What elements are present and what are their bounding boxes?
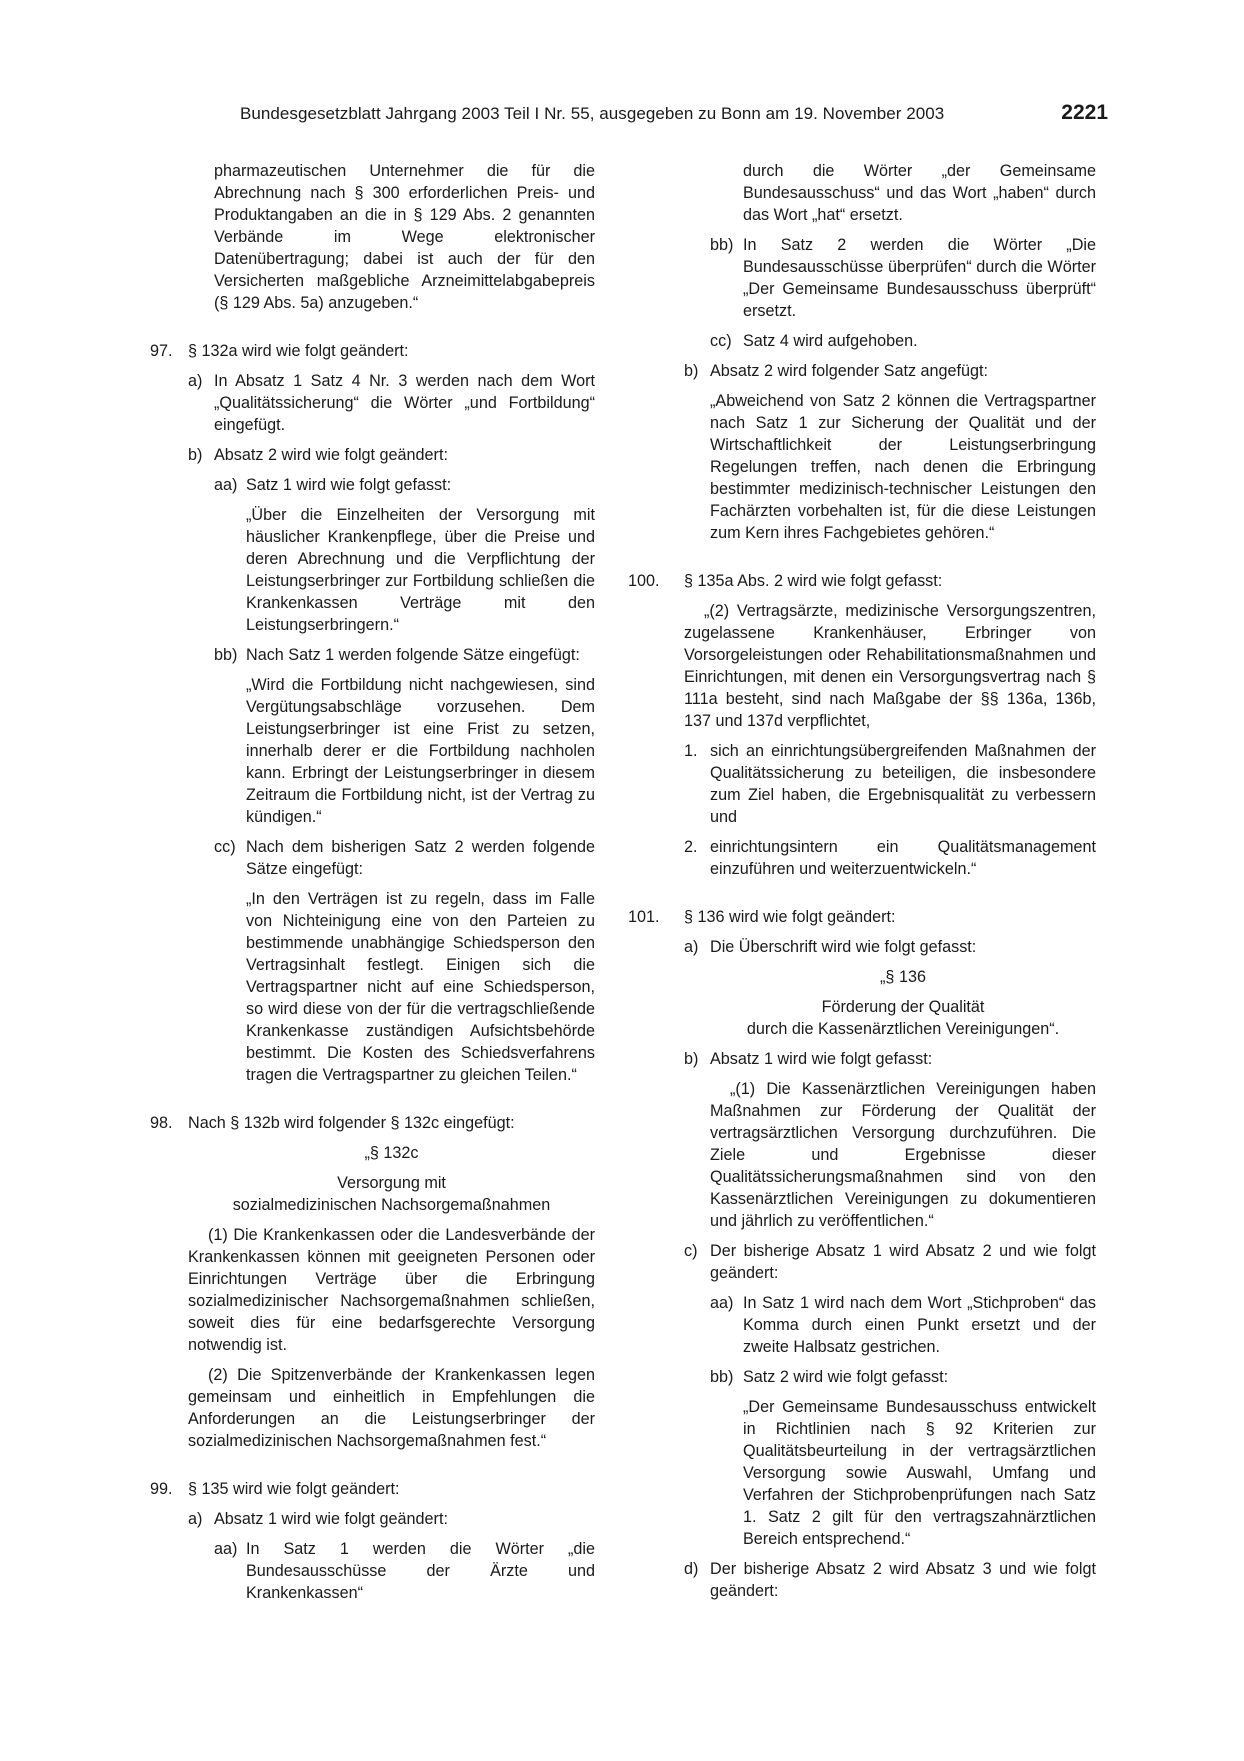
item-100 [628, 570, 1096, 592]
item-label: b) [684, 1050, 699, 1068]
item-label: bb) [710, 236, 734, 254]
section-number: „§ 132c [364, 1144, 419, 1162]
item-text: § 135 wird wie folgt geändert: [188, 1480, 400, 1498]
section-heading-line2: durch die Kassenärztlichen Vereinigungen“. [746, 1020, 1060, 1038]
left-column [150, 160, 595, 1604]
item-label: a) [684, 938, 699, 956]
item-99-a [150, 1508, 595, 1530]
item-text: Der bisherige Absatz 1 wird Absatz 2 und wie folgt geändert: [710, 1242, 1096, 1282]
item-text: Satz 2 wird wie folgt gefasst: [743, 1368, 949, 1386]
item-text: Absatz 2 wird folgender Satz angefügt: [710, 362, 989, 380]
item-label: aa) [710, 1294, 734, 1312]
item-label: a) [188, 372, 203, 390]
item-text: § 136 wird wie folgt geändert: [684, 908, 896, 926]
quote-block: „(1) Die Kassenärztlichen Vereinigungen haben Maßnahmen zur Förderung der Qualität der vertragsärztlichen Versorgung durchzuführen. Die Ziele und Ergebnisse dieser Qualitätssicherungsmaßnahmen sind von den Kassenärztlichen Vereinigungen zu dokumentieren und jährlich zu veröffentlichen.“ [710, 1080, 1096, 1230]
item-label: c) [684, 1242, 698, 1260]
item-101-c [628, 1240, 1096, 1284]
item-label: a) [188, 1510, 203, 1528]
item-97-b-aa [150, 474, 595, 496]
quote-block: „In den Verträgen ist zu regeln, dass im Falle von Nichteinigung eine von den Parteien zu bestimmende unabhängige Schiedsperson den Vertragsinhalt festlegt. Einigen sich die Vertragspartner nicht auf eine Schiedsperson, so wird diese von der für die vertragschließende Krankenkasse zuständigen Aufsichtsbehörde bestimmt. Die Kosten des Schiedsverfahrens tragen die Vertragspartner zu gleichen Teilen.“ [246, 890, 595, 1084]
item-101-c-aa [628, 1292, 1096, 1358]
right-column [628, 160, 1096, 1602]
item-number: 101. [628, 908, 660, 926]
item-101-c-bb [628, 1366, 1096, 1388]
item-99 [150, 1478, 595, 1500]
item-label: 2. [684, 838, 698, 856]
quote-block: „Abweichend von Satz 2 können die Vertragspartner nach Satz 1 zur Sicherung der Qualität und der Wirtschaftlichkeit der Leistungserbringung Regelungen treffen, nach denen die Erbringung bestimmter medizinisch-technischer Leistungen den Fachärzten vorbehalten ist, für die diese Leistungen zum Kern ihres Fachgebietes gehören.“ [710, 392, 1096, 542]
item-number: 98. [150, 1114, 173, 1132]
quote-block: „Wird die Fortbildung nicht nachgewiesen, sind Vergütungsabschläge vorzusehen. Dem Leistungserbringer ist eine Frist zu setzen, innerhalb derer er die Fortbildung nachholen kann. Erbringt der Leistungserbringer in diesem Zeitraum die Fortbildung nicht, ist der Vertrag zu kündigen.“ [246, 676, 595, 826]
item-99-a-cc [628, 330, 1096, 352]
item-text: Absatz 1 wird wie folgt gefasst: [710, 1050, 933, 1068]
item-99-b [628, 360, 1096, 382]
item-101-b [628, 1048, 1096, 1070]
section-heading-line1: Versorgung mit [337, 1174, 446, 1192]
item-text: Nach Satz 1 werden folgende Sätze eingefügt: [246, 646, 580, 664]
item-97-b-cc [150, 836, 595, 880]
item-label: cc) [214, 838, 236, 856]
list-item-1 [628, 740, 1096, 828]
item-101-d [628, 1558, 1096, 1602]
item-97-b [150, 444, 595, 466]
paragraph-2: (2) Die Spitzenverbände der Krankenkassen legen gemeinsam und einheitlich in Empfehlungen die Anforderungen an die Leistungserbringer der sozialmedizinischen Nachsorgemaßnahmen fest.“ [188, 1366, 595, 1450]
continuation-text: durch die Wörter „der Gemeinsame Bundesausschuss“ und das Wort „haben“ durch das Wort „hat“ ersetzt. [743, 162, 1096, 224]
item-label: bb) [214, 646, 238, 664]
item-text: Satz 4 wird aufgehoben. [743, 332, 918, 350]
item-label: 1. [684, 742, 698, 760]
quote-block: „(2) Vertragsärzte, medizinische Versorgungszentren, zugelassene Krankenhäuser, Erbringer von Vorsorgeleistungen oder Rehabilitationsmaßnahmen und Einrichtungen, mit denen ein Versorgungsvertrag nach § 111a besteht, sind nach Maßgabe der §§ 136a, 136b, 137 und 137d verpflichtet, [684, 602, 1096, 730]
item-text: Absatz 2 wird wie folgt geändert: [214, 446, 448, 464]
item-label: cc) [710, 332, 732, 350]
item-text: sich an einrichtungsübergreifenden Maßnahmen der Qualitätssicherung zu beteiligen, die insbesondere zum Ziel haben, die Ergebnisqualität zu verbessern und [710, 742, 1096, 826]
item-text: In Satz 2 werden die Wörter „Die Bundesausschüsse überprüfen“ durch die Wörter „Der Gemeinsame Bundesausschuss überprüft“ ersetzt. [743, 236, 1096, 320]
item-text: Satz 1 wird wie folgt gefasst: [246, 476, 452, 494]
item-label: b) [188, 446, 203, 464]
item-label: b) [684, 362, 699, 380]
item-label: bb) [710, 1368, 734, 1386]
section-heading-line1: Förderung der Qualität [821, 998, 985, 1016]
item-99-a-bb [628, 234, 1096, 322]
item-97-a [150, 370, 595, 436]
item-text: Die Überschrift wird wie folgt gefasst: [710, 938, 977, 956]
item-number: 99. [150, 1480, 173, 1498]
item-number: 100. [628, 572, 660, 590]
quote-block: „Über die Einzelheiten der Versorgung mit häuslicher Krankenpflege, über die Preise und deren Abrechnung und die Verpflichtung der Leistungserbringer zur Fortbildung schließen die Krankenkassen Verträge mit den Leistungserbringern.“ [246, 506, 595, 634]
item-98 [150, 1112, 595, 1134]
item-101 [628, 906, 1096, 928]
item-text: Nach dem bisherigen Satz 2 werden folgende Sätze eingefügt: [246, 838, 595, 878]
item-text: In Satz 1 werden die Wörter „die Bundesausschüsse der Ärzte und Krankenkassen“ [246, 1540, 595, 1602]
item-text: In Absatz 1 Satz 4 Nr. 3 werden nach dem Wort „Qualitätssicherung“ die Wörter „und Fortbildung“ eingefügt. [214, 372, 595, 434]
header-title: Bundesgesetzblatt Jahrgang 2003 Teil I Nr. 55, ausgegeben zu Bonn am 19. November 2003 [240, 104, 945, 123]
item-text: einrichtungsintern ein Qualitätsmanagement einzuführen und weiterzuentwickeln.“ [710, 838, 1096, 878]
paragraph-1: (1) Die Krankenkassen oder die Landesverbände der Krankenkassen können mit geeigneten Personen oder Einrichtungen Verträge über die Erbringung sozialmedizinischer Nachsorgemaßnahmen schließen, soweit dies für eine bedarfsgerechte Versorgung notwendig ist. [188, 1226, 595, 1354]
item-text: § 135a Abs. 2 wird wie folgt gefasst: [684, 572, 943, 590]
item-101-a [628, 936, 1096, 958]
item-text: Der bisherige Absatz 2 wird Absatz 3 und wie folgt geändert: [710, 1560, 1096, 1600]
item-text: Nach § 132b wird folgender § 132c eingefügt: [188, 1114, 515, 1132]
list-item-2 [628, 836, 1096, 880]
item-99-a-aa [150, 1538, 595, 1604]
item-label: d) [684, 1560, 699, 1578]
item-text: § 132a wird wie folgt geändert: [188, 342, 409, 360]
section-heading-line2: sozialmedizinischen Nachsorgemaßnahmen [232, 1196, 551, 1214]
item-number: 97. [150, 342, 173, 360]
item-label: aa) [214, 1540, 238, 1558]
item-label: aa) [214, 476, 238, 494]
item-97-b-bb [150, 644, 595, 666]
page-header [240, 101, 1108, 128]
item-97 [150, 340, 595, 362]
item-text: Absatz 1 wird wie folgt geändert: [214, 1510, 448, 1528]
section-number: „§ 136 [880, 968, 926, 986]
page-number: 2221 [1061, 101, 1108, 124]
quote-continuation: pharmazeutischen Unternehmer die für die Abrechnung nach § 300 erforderlichen Preis- und Produktangaben an die in § 129 Abs. 2 genannten Verbände im Wege elektronischer Datenübertragung; dabei ist auch der für den Versicherten maßgebliche Arzneimittelabgabepreis (§ 129 Abs. 5a) anzugeben.“ [214, 162, 595, 312]
quote-block: „Der Gemeinsame Bundesausschuss entwickelt in Richtlinien nach § 92 Kriterien zur Qualitätsbeurteilung in der vertragsärztlichen Versorgung sowie Auswahl, Umfang und Verfahren der Stichprobenprüfungen nach Satz 1. Satz 2 gilt für den vertragszahnärztlichen Bereich entsprechend.“ [743, 1398, 1096, 1548]
item-text: In Satz 1 wird nach dem Wort „Stichproben“ das Komma durch einen Punkt ersetzt und der zweite Halbsatz gestrichen. [743, 1294, 1096, 1356]
